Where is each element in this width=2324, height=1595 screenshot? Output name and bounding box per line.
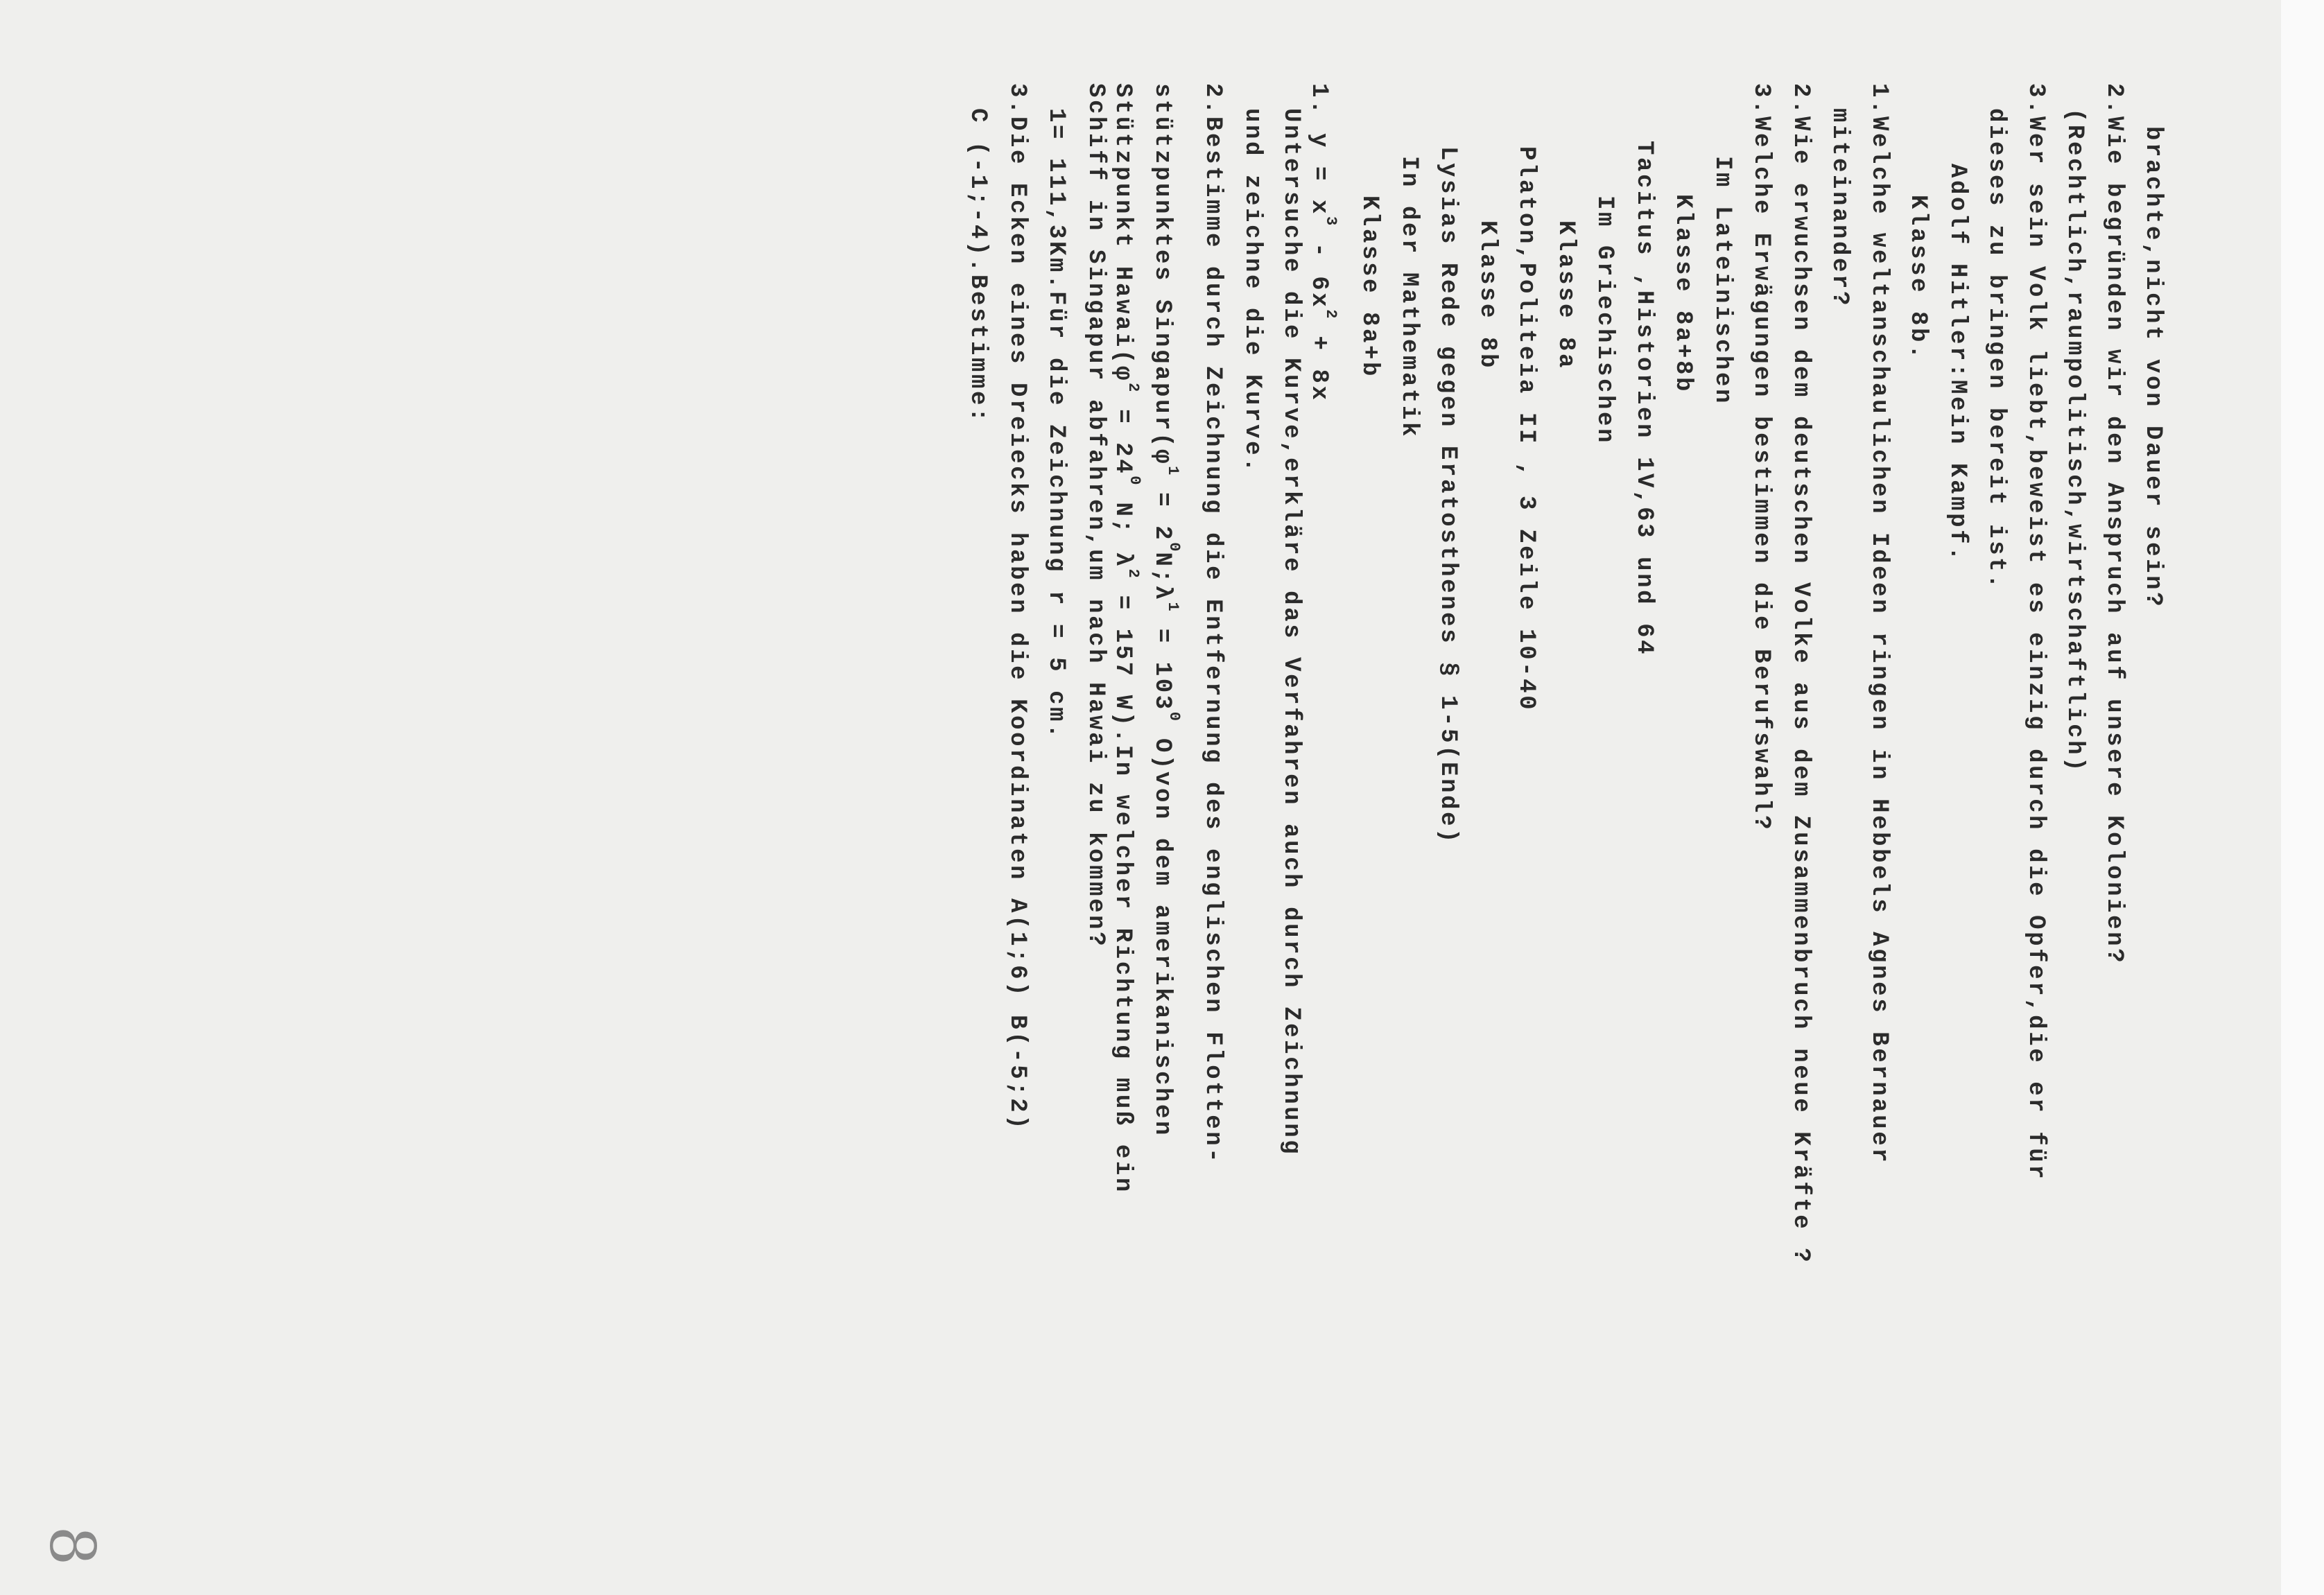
math-task-1-text-cont: und zeichne die Kurve. [1239, 108, 1265, 475]
class-heading-8a-8b: Klasse 8a+8b [1670, 194, 1696, 394]
question-2-subtitle: (Rechtlich,raumpolitisch,wirtschaftlich) [2061, 108, 2088, 774]
math-task-2-singapore: stützpunktes $Singapur(\varphi^1$ = $2^0N;\lambda^1 = 103^0$ O)von dem amerikanischen [1149, 83, 1183, 1138]
question-2-volk: 2.Wie erwuchsen dem deutschen Volke aus dem Zusammenbruch neue Kräfte ? [1787, 83, 1814, 1265]
class-heading-8b: Klasse 8b. [1905, 195, 1931, 362]
class-heading-8a: Klasse 8a [1552, 220, 1579, 371]
latin-task: Tacitus ,Historien 1V,63 und 64 [1631, 141, 1657, 657]
question-1-hebbel: 1.Welche weltanschaulichen Ideen ringen in Hebbels Agnes Bernauer [1866, 83, 1892, 1165]
math-task-2-hawaii: Stützpunkt $Hawai(\varphi^2 = 24^0$ N; $\lambda^2 = 157$ W).In welcher Richtung muß ein [1109, 83, 1143, 1194]
class-heading-8b-greek: Klasse 8b [1474, 220, 1500, 371]
greek-task-8b: Lysias Rede gegen Eratosthenes § 1-5(Ende) [1434, 146, 1461, 846]
question-3-quote: 3.Wer sein Volk liebt,beweist es einzig durch die Opfer,die er für [2022, 83, 2049, 1182]
math-task-2-question: Schiff in Singapur abfahren,um nach Hawai zu kommen? [1082, 83, 1109, 949]
class-heading-8a-b: Klasse 8a+b [1356, 195, 1382, 379]
question-3-berufswahl: 3.Welche Erwägungen bestimmen die Berufswahl? [1748, 83, 1774, 833]
question-3-quote-cont: dieses zu bringen bereit ist. [1983, 108, 2009, 591]
rotated-typed-page [17, 0, 2167, 1595]
math-task-1-text: Untersuche die Kurve,erkläre das Verfahren auch durch Zeichnung [1278, 108, 1304, 1157]
math-task-2: 2.Bestimme durch Zeichnung die Entfernung des englischen Flotten- [1199, 83, 1226, 1165]
greek-task-8a: Platon,Politeia II , 3 Zeile 10-40 [1513, 146, 1539, 713]
heading-math: In der Mathematik [1396, 156, 1422, 439]
line-01: brachte,nicht von Dauer sein? [2140, 126, 2166, 609]
math-task-1-equation: 1. $y = x^3 - 6x^2 + 8x$ [1306, 83, 1339, 403]
math-task-3-triangle-cont: C (-1;-4).Bestimme: [964, 108, 991, 425]
math-task-2-scale: 1= 111,3Km.Für die Zeichnung r = 5 cm. [1043, 108, 1069, 741]
question-2-colonies: 2.Wie begründen wir den Anspruch auf unsere Kolonien? [2101, 83, 2127, 966]
question-1-hebbel-cont: miteinander? [1826, 108, 1853, 308]
handwritten-page-number: 8 [35, 1526, 109, 1566]
heading-latin: Im Lateinischen [1709, 156, 1735, 406]
math-task-3-triangle: 3.Die Ecken eines Dreiecks haben die Koordinaten A(1;6) B(-5;2) [1004, 83, 1030, 1132]
quote-source: Adolf Hitler:Mein Kampf. [1944, 164, 1970, 564]
heading-greek: Im Griechischen [1591, 195, 1618, 446]
